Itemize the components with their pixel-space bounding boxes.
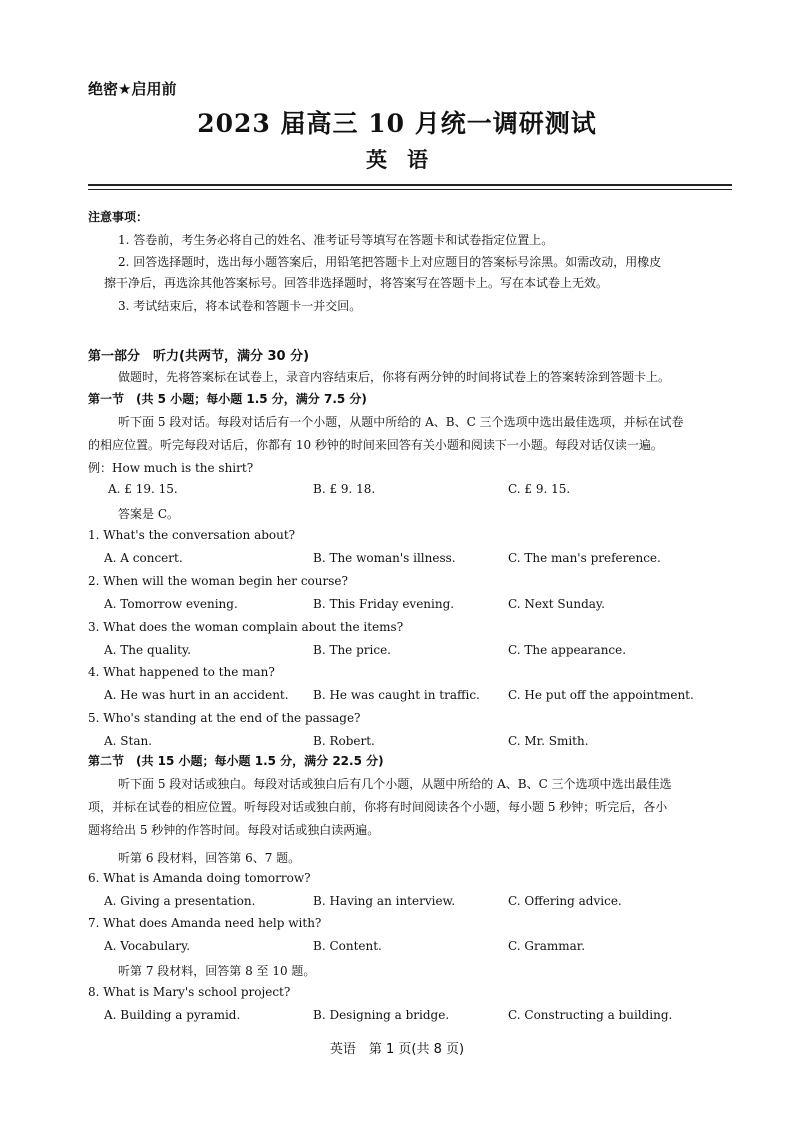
option-c: C. The man's preference. xyxy=(508,551,661,565)
notice-item: 3. 考试结束后，将本试卷和答题卡一并交回。 xyxy=(118,299,362,313)
option-c: C. He put off the appointment. xyxy=(508,688,694,702)
option-b: B. He was caught in traffic. xyxy=(313,688,480,702)
question: 8. What is Mary's school project? xyxy=(88,985,291,999)
option-c: C. The appearance. xyxy=(508,643,627,657)
option-c: C. Next Sunday. xyxy=(508,597,605,611)
option-b: B. Designing a bridge. xyxy=(313,1008,450,1022)
section1-instructions: 听下面 5 段对话。每段对话后有一个小题，从题中所给的 A、B、C 三个选项中选出最佳选项，并标在试卷 xyxy=(118,415,684,429)
option-a: A. A concert. xyxy=(104,551,183,565)
section2-instructions: 项，并标在试卷的相应位置。听每段对话或独白前，你将有时间阅读各个小题，每小题 5 秒钟；听完后，各小 xyxy=(88,800,668,814)
section2-title: 第二节 (共 15 小题；每小题 1.5 分，满分 22.5 分) xyxy=(88,754,384,768)
section2-instructions: 题将给出 5 秒钟的作答时间。每段对话或独白读两遍。 xyxy=(88,823,380,837)
exam-title: 2023 届高三 10 月统一调研测试 xyxy=(197,109,597,138)
option-b: B. Having an interview. xyxy=(313,894,456,908)
option-b: B. Robert. xyxy=(313,734,375,748)
page-footer: 英语 第 1 页(共 8 页) xyxy=(329,1042,465,1057)
subject-title: 英语 xyxy=(366,148,448,172)
option-b: B. This Friday evening. xyxy=(313,597,455,611)
question: 6. What is Amanda doing tomorrow? xyxy=(88,871,311,885)
header-rule-thick xyxy=(88,184,732,186)
option-b: B. The price. xyxy=(313,643,391,657)
option-c: C. Constructing a building. xyxy=(508,1008,673,1022)
option-a: A. Stan. xyxy=(104,734,153,748)
notice-item: 擦干净后，再选涂其他答案标号。回答非选择题时，将答案写在答题卡上。写在本试卷上无效。 xyxy=(104,276,609,290)
option-a: A. Tomorrow evening. xyxy=(104,597,238,611)
option-b: B. £ 9. 18. xyxy=(313,482,376,496)
question: 4. What happened to the man? xyxy=(88,665,275,679)
option-c: C. £ 9. 15. xyxy=(508,482,571,496)
notice-item: 1. 答卷前，考生务必将自己的姓名、准考证号等填写在答题卡和试卷指定位置上。 xyxy=(118,233,554,247)
example-answer: 答案是 C。 xyxy=(118,507,179,521)
option-a: A. Vocabulary. xyxy=(104,939,191,953)
question: 2. When will the woman begin her course? xyxy=(88,574,348,588)
option-c: C. Mr. Smith. xyxy=(508,734,589,748)
option-a: A. Building a pyramid. xyxy=(104,1008,241,1022)
material-instruction: 听第 6 段材料，回答第 6、7 题。 xyxy=(118,851,301,865)
section1-title: 第一节 (共 5 小题；每小题 1.5 分，满分 7.5 分) xyxy=(88,392,367,406)
question: 1. What's the conversation about? xyxy=(88,528,296,542)
part1-title: 第一部分 听力(共两节，满分 30 分) xyxy=(88,349,310,364)
example-question: 例：How much is the shirt? xyxy=(88,461,254,475)
notice-item: 2. 回答选择题时，选出每小题答案后，用铅笔把答题卡上对应题目的答案标号涂黑。如需改动，用橡皮 xyxy=(118,255,662,269)
section2-instructions: 听下面 5 段对话或独白。每段对话或独白后有几个小题，从题中所给的 A、B、C 三个选项中选出最佳选 xyxy=(118,777,672,791)
header-rule-thin xyxy=(88,189,732,190)
section1-instructions: 的相应位置。听完每段对话后，你都有 10 秒钟的时间来回答有关小题和阅读下一小题。每段对话仅读一遍。 xyxy=(88,438,663,452)
option-a: A. He was hurt in an accident. xyxy=(104,688,289,702)
option-c: C. Offering advice. xyxy=(508,894,622,908)
part1-intro: 做题时，先将答案标在试卷上，录音内容结束后，你将有两分钟的时间将试卷上的答案转涂到答题卡上。 xyxy=(118,370,671,384)
question: 7. What does Amanda need help with? xyxy=(88,916,322,930)
material-instruction: 听第 7 段材料，回答第 8 至 10 题。 xyxy=(118,964,316,978)
option-a: A. The quality. xyxy=(104,643,192,657)
option-b: B. The woman's illness. xyxy=(313,551,456,565)
option-a: A. Giving a presentation. xyxy=(104,894,256,908)
question: 5. Who's standing at the end of the passage? xyxy=(88,711,361,725)
option-a: A. £ 19. 15. xyxy=(108,482,178,496)
option-b: B. Content. xyxy=(313,939,382,953)
question: 3. What does the woman complain about the items? xyxy=(88,620,404,634)
confidential-label: 绝密★启用前 xyxy=(88,80,177,98)
option-c: C. Grammar. xyxy=(508,939,586,953)
notice-title: 注意事项： xyxy=(88,210,149,224)
